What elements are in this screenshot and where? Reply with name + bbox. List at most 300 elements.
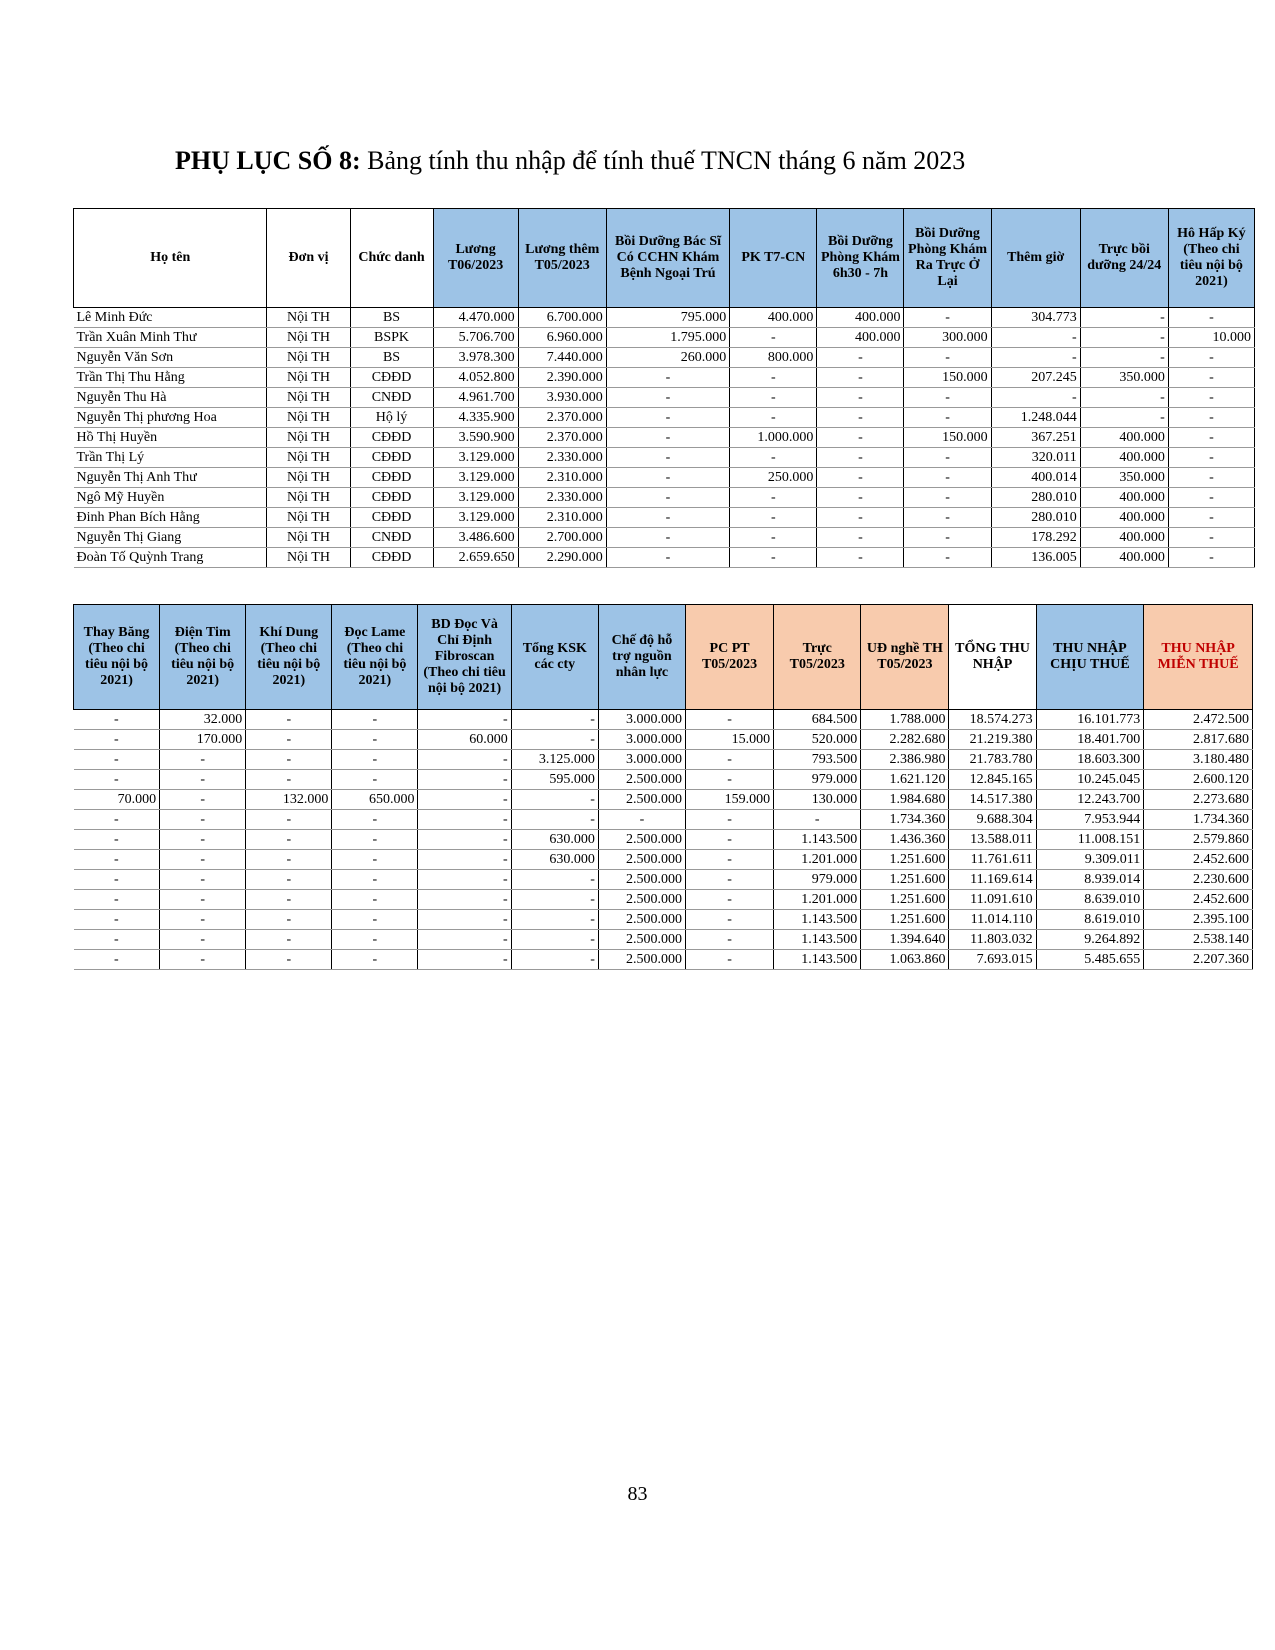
table-cell: Nội TH [267, 328, 350, 348]
header-them-gio: Thêm giờ [991, 209, 1080, 308]
table-cell: 400.000 [817, 308, 904, 328]
table-cell: - [332, 890, 418, 910]
table-cell: - [606, 488, 730, 508]
table-cell: Nội TH [267, 368, 350, 388]
table-cell: 800.000 [730, 348, 817, 368]
table-cell: 9.309.011 [1036, 850, 1144, 870]
table-cell: - [730, 528, 817, 548]
table-cell: Nội TH [267, 468, 350, 488]
table-cell: - [418, 850, 511, 870]
table-cell: 2.310.000 [518, 508, 606, 528]
table-cell: 2.500.000 [598, 830, 685, 850]
table-row [74, 508, 1255, 528]
table-cell: 2.579.860 [1144, 830, 1253, 850]
table-cell: - [74, 870, 160, 890]
table-cell: - [606, 508, 730, 528]
table-cell: 684.500 [774, 710, 861, 730]
table-cell: - [160, 890, 246, 910]
table-cell: - [160, 790, 246, 810]
table-cell: - [817, 368, 904, 388]
table-cell: - [74, 750, 160, 770]
table-cell: - [160, 850, 246, 870]
table-cell: 10.245.045 [1036, 770, 1144, 790]
table-cell: - [332, 830, 418, 850]
table-row [74, 308, 1255, 328]
table-cell: Đinh Phan Bích Hằng [74, 508, 267, 528]
table-cell: - [1168, 448, 1254, 468]
table-cell: Lê Minh Đức [74, 308, 267, 328]
table-cell: 3.590.900 [433, 428, 518, 448]
table-cell: - [991, 388, 1080, 408]
table-cell: 6.960.000 [518, 328, 606, 348]
table-cell: - [774, 810, 861, 830]
table-cell: - [817, 348, 904, 368]
table-cell: Nội TH [267, 528, 350, 548]
table-cell: Nguyễn Thị Anh Thư [74, 468, 267, 488]
header-dien-tim: Điện Tim (Theo chi tiêu nội bộ 2021) [160, 605, 246, 710]
table-row [74, 790, 1253, 810]
table-row [74, 488, 1255, 508]
header-thu-nhap-mien-thue: THU NHẬP MIỄN THUẾ [1144, 605, 1253, 710]
table-cell: 9.688.304 [949, 810, 1036, 830]
table-cell: 207.245 [991, 368, 1080, 388]
table-row [74, 408, 1255, 428]
table-cell: - [511, 910, 598, 930]
table2-body [74, 710, 1253, 970]
table-cell: 595.000 [511, 770, 598, 790]
table-cell: - [246, 730, 332, 750]
table-cell: - [160, 830, 246, 850]
table-cell: 60.000 [418, 730, 511, 750]
table-cell: 12.243.700 [1036, 790, 1144, 810]
table-cell: 11.091.610 [949, 890, 1036, 910]
table-cell: 1.436.360 [861, 830, 949, 850]
table-cell: - [606, 468, 730, 488]
table-cell: - [418, 810, 511, 830]
table-cell: 4.961.700 [433, 388, 518, 408]
table-row [74, 710, 1253, 730]
table-cell: - [904, 408, 991, 428]
table-cell: 1.251.600 [861, 910, 949, 930]
table-cell: 260.000 [606, 348, 730, 368]
table-cell: Nội TH [267, 388, 350, 408]
table-cell: CĐĐD [350, 508, 433, 528]
header-truc-boi-duong: Trực bồi dưỡng 24/24 [1080, 209, 1168, 308]
table-cell: - [332, 710, 418, 730]
header-don-vi: Đơn vị [267, 209, 350, 308]
table-cell: 11.761.611 [949, 850, 1036, 870]
table-cell: 350.000 [1080, 368, 1168, 388]
table-cell: - [332, 770, 418, 790]
table-cell: - [686, 890, 774, 910]
table-cell: 150.000 [904, 428, 991, 448]
table-cell: 400.000 [1080, 488, 1168, 508]
table-row [74, 730, 1253, 750]
table-cell: 400.000 [817, 328, 904, 348]
table-cell: - [1080, 388, 1168, 408]
table-cell: 2.330.000 [518, 448, 606, 468]
table-cell: 18.574.273 [949, 710, 1036, 730]
table-cell: BSPK [350, 328, 433, 348]
table-cell: - [904, 348, 991, 368]
table-cell: - [1168, 308, 1254, 328]
table-cell: - [332, 950, 418, 970]
table-cell: 2.282.680 [861, 730, 949, 750]
table-cell: 10.000 [1168, 328, 1254, 348]
table-cell: 3.180.480 [1144, 750, 1253, 770]
table-cell: 979.000 [774, 870, 861, 890]
table-cell: - [511, 710, 598, 730]
table-cell: 2.330.000 [518, 488, 606, 508]
table-cell: - [1168, 548, 1254, 568]
table-cell: BS [350, 348, 433, 368]
title-bold: PHỤ LỤC SỐ 8: [175, 146, 361, 175]
table-cell: - [74, 930, 160, 950]
table-row [74, 548, 1255, 568]
table-cell: - [160, 910, 246, 930]
header-tong-thu-nhap: TỔNG THU NHẬP [949, 605, 1036, 710]
table-cell: - [817, 428, 904, 448]
header-boi-duong-phong-kham: Bồi Dưỡng Phòng Khám 6h30 - 7h [817, 209, 904, 308]
header-ho-ten: Họ tên [74, 209, 267, 308]
header-che-do-ho-tro: Chế độ hỗ trợ nguồn nhân lực [598, 605, 685, 710]
table-cell: - [332, 930, 418, 950]
table-cell: - [686, 770, 774, 790]
table-cell: Trần Xuân Minh Thư [74, 328, 267, 348]
table-cell: 350.000 [1080, 468, 1168, 488]
table-cell: 400.014 [991, 468, 1080, 488]
header-luong: Lương T06/2023 [433, 209, 518, 308]
table-cell: - [418, 830, 511, 850]
income-table-part1 [73, 208, 1255, 568]
table-cell: - [332, 870, 418, 890]
table-cell: Nguyễn Thị Giang [74, 528, 267, 548]
table-cell: - [1168, 508, 1254, 528]
table-cell: - [511, 890, 598, 910]
table-row [74, 468, 1255, 488]
table-cell: 8.939.014 [1036, 870, 1144, 890]
table-cell: Ngô Mỹ Huyền [74, 488, 267, 508]
table-cell: - [686, 950, 774, 970]
table-cell: - [686, 810, 774, 830]
table-cell: 2.452.600 [1144, 890, 1253, 910]
table-cell: 1.251.600 [861, 850, 949, 870]
table-cell: 2.500.000 [598, 850, 685, 870]
table-cell: - [74, 710, 160, 730]
table-cell: CĐĐD [350, 468, 433, 488]
table-cell: 2.395.100 [1144, 910, 1253, 930]
table-cell: - [511, 950, 598, 970]
table-cell: Đoàn Tố Quỳnh Trang [74, 548, 267, 568]
table-cell: BS [350, 308, 433, 328]
table-cell: - [1168, 368, 1254, 388]
table-cell: 1.251.600 [861, 890, 949, 910]
table-cell: - [246, 810, 332, 830]
header-thu-nhap-chiu-thue: THU NHẬP CHỊU THUẾ [1036, 605, 1144, 710]
table-cell: 2.817.680 [1144, 730, 1253, 750]
table-cell: Nội TH [267, 308, 350, 328]
table-cell: - [606, 388, 730, 408]
header-khi-dung: Khí Dung (Theo chi tiêu nội bộ 2021) [246, 605, 332, 710]
page-number: 83 [627, 1483, 648, 1505]
table-cell: - [606, 528, 730, 548]
table-cell: - [160, 750, 246, 770]
table-cell: 2.273.680 [1144, 790, 1253, 810]
table-cell: - [74, 770, 160, 790]
table-cell: 1.788.000 [861, 710, 949, 730]
table-cell: - [730, 488, 817, 508]
table-cell: 2.538.140 [1144, 930, 1253, 950]
table-cell: CĐĐD [350, 428, 433, 448]
table-cell: - [730, 508, 817, 528]
table-cell: 1.621.120 [861, 770, 949, 790]
table-cell: 1.143.500 [774, 950, 861, 970]
table-cell: 2.310.000 [518, 468, 606, 488]
table-cell: 16.101.773 [1036, 710, 1144, 730]
table-cell: 1.734.360 [861, 810, 949, 830]
table-cell: 136.005 [991, 548, 1080, 568]
table-cell: - [1168, 348, 1254, 368]
table-row [74, 368, 1255, 388]
table-cell: - [904, 388, 991, 408]
table-cell: 21.219.380 [949, 730, 1036, 750]
table-cell: 3.000.000 [598, 730, 685, 750]
table-cell: 3.129.000 [433, 488, 518, 508]
table-cell: 11.014.110 [949, 910, 1036, 930]
table-cell: - [686, 750, 774, 770]
table-cell: 7.693.015 [949, 950, 1036, 970]
table-cell: 2.500.000 [598, 910, 685, 930]
table-cell: Nội TH [267, 428, 350, 448]
table-cell: - [817, 528, 904, 548]
header-ud-nghe: UĐ nghề TH T05/2023 [861, 605, 949, 710]
table-cell: 2.700.000 [518, 528, 606, 548]
table-row [74, 428, 1255, 448]
table-cell: - [730, 448, 817, 468]
table-cell: - [418, 870, 511, 890]
table-cell: - [817, 408, 904, 428]
table-cell: 2.370.000 [518, 408, 606, 428]
table-cell: Hộ lý [350, 408, 433, 428]
table-cell: Nội TH [267, 408, 350, 428]
table-cell: - [1080, 408, 1168, 428]
header-truc: Trực T05/2023 [774, 605, 861, 710]
table-cell: 320.011 [991, 448, 1080, 468]
table-cell: - [418, 750, 511, 770]
table-cell: 1.251.600 [861, 870, 949, 890]
table-cell: Trần Thị Lý [74, 448, 267, 468]
table-cell: Nội TH [267, 488, 350, 508]
table-cell: - [74, 850, 160, 870]
table-cell: 3.486.600 [433, 528, 518, 548]
table-cell: CNĐD [350, 388, 433, 408]
table-cell: - [1080, 308, 1168, 328]
table-cell: 400.000 [1080, 428, 1168, 448]
header-boi-duong-truc-o-lai: Bồi Dưỡng Phòng Khám Ra Trực Ở Lại [904, 209, 991, 308]
table-cell: 280.010 [991, 488, 1080, 508]
table-cell: 2.370.000 [518, 428, 606, 448]
table-cell: - [74, 730, 160, 750]
table-cell: 1.984.680 [861, 790, 949, 810]
table-cell: 2.500.000 [598, 870, 685, 890]
table-cell: - [606, 368, 730, 388]
table-cell: - [332, 730, 418, 750]
table-cell: 400.000 [1080, 508, 1168, 528]
title-rest: Bảng tính thu nhập để tính thuế TNCN tháng 6 năm 2023 [360, 146, 966, 175]
table-cell: - [332, 850, 418, 870]
table-cell: 130.000 [774, 790, 861, 810]
table-cell: - [730, 368, 817, 388]
table-cell: - [246, 910, 332, 930]
table-cell: - [418, 710, 511, 730]
table-cell: - [904, 488, 991, 508]
table-cell: 5.485.655 [1036, 950, 1144, 970]
table-cell: 520.000 [774, 730, 861, 750]
table-row [74, 750, 1253, 770]
table-cell: 1.000.000 [730, 428, 817, 448]
table-cell: 70.000 [74, 790, 160, 810]
table-row [74, 770, 1253, 790]
table-cell: 2.390.000 [518, 368, 606, 388]
table-cell: - [904, 308, 991, 328]
table-cell: - [1168, 468, 1254, 488]
table-cell: - [730, 408, 817, 428]
table-cell: Nội TH [267, 508, 350, 528]
table-cell: - [418, 890, 511, 910]
table-cell: 630.000 [511, 850, 598, 870]
table-cell: - [817, 488, 904, 508]
table-cell: - [686, 830, 774, 850]
table-cell: 4.470.000 [433, 308, 518, 328]
table-cell: 6.700.000 [518, 308, 606, 328]
table-row [74, 388, 1255, 408]
table2-header-row [74, 605, 1253, 710]
table-cell: 13.588.011 [949, 830, 1036, 850]
table-cell: 400.000 [1080, 448, 1168, 468]
table-cell: 2.659.650 [433, 548, 518, 568]
table-cell: 4.052.800 [433, 368, 518, 388]
table-cell: 2.386.980 [861, 750, 949, 770]
table-cell: 3.000.000 [598, 750, 685, 770]
table-row [74, 850, 1253, 870]
table-cell: 2.500.000 [598, 770, 685, 790]
table-cell: - [246, 950, 332, 970]
header-boi-duong-bac-si: Bồi Dưỡng Bác Sĩ Có CCHN Khám Bệnh Ngoại Trú [606, 209, 730, 308]
table-cell: - [246, 890, 332, 910]
table-cell: 793.500 [774, 750, 861, 770]
table-cell: 8.639.010 [1036, 890, 1144, 910]
table-cell: - [1168, 388, 1254, 408]
table-row [74, 528, 1255, 548]
header-chuc-danh: Chức danh [350, 209, 433, 308]
table-cell: 14.517.380 [949, 790, 1036, 810]
table-cell: 1.248.044 [991, 408, 1080, 428]
table-cell: CĐĐD [350, 548, 433, 568]
table-cell: - [606, 408, 730, 428]
table-cell: 3.000.000 [598, 710, 685, 730]
header-pc-pt: PC PT T05/2023 [686, 605, 774, 710]
table-cell: - [1168, 528, 1254, 548]
table-cell: 21.783.780 [949, 750, 1036, 770]
table-cell: 2.500.000 [598, 950, 685, 970]
table-cell: - [160, 950, 246, 970]
header-luong-them: Lương thêm T05/2023 [518, 209, 606, 308]
table-cell: 2.230.600 [1144, 870, 1253, 890]
table-cell: 1.143.500 [774, 830, 861, 850]
table-cell: - [160, 930, 246, 950]
table-cell: 4.335.900 [433, 408, 518, 428]
table-cell: 400.000 [1080, 528, 1168, 548]
table-cell: 1.795.000 [606, 328, 730, 348]
table-cell: 400.000 [1080, 548, 1168, 568]
table-cell: 3.978.300 [433, 348, 518, 368]
table-cell: - [511, 730, 598, 750]
table-cell: 300.000 [904, 328, 991, 348]
table-cell: Nguyễn Văn Sơn [74, 348, 267, 368]
table-cell: - [160, 770, 246, 790]
table-cell: - [511, 870, 598, 890]
table-cell: - [1168, 488, 1254, 508]
table-cell: CĐĐD [350, 448, 433, 468]
table-cell: 250.000 [730, 468, 817, 488]
table-row [74, 830, 1253, 850]
table-cell: - [511, 790, 598, 810]
table-cell: - [606, 448, 730, 468]
table-cell: - [991, 328, 1080, 348]
table-cell: 1.201.000 [774, 850, 861, 870]
table-cell: - [418, 790, 511, 810]
table-cell: - [904, 508, 991, 528]
table-cell: - [817, 388, 904, 408]
table-cell: CNĐD [350, 528, 433, 548]
table-cell: 18.603.300 [1036, 750, 1144, 770]
table-cell: - [246, 830, 332, 850]
table-cell: 11.008.151 [1036, 830, 1144, 850]
table-row [74, 810, 1253, 830]
table-cell: - [606, 548, 730, 568]
table-cell: - [332, 750, 418, 770]
table-cell: 2.500.000 [598, 790, 685, 810]
table-cell: 132.000 [246, 790, 332, 810]
table-cell: - [1080, 328, 1168, 348]
table-cell: 3.129.000 [433, 468, 518, 488]
table-cell: 159.000 [686, 790, 774, 810]
table-cell: - [817, 508, 904, 528]
table-cell: 1.734.360 [1144, 810, 1253, 830]
table1-header-row [74, 209, 1255, 308]
table-cell: - [246, 930, 332, 950]
table-cell: 7.953.944 [1036, 810, 1144, 830]
table-cell: - [511, 810, 598, 830]
table-cell: - [74, 950, 160, 970]
table-cell: 1.143.500 [774, 910, 861, 930]
table-cell: 2.207.360 [1144, 950, 1253, 970]
table-cell: - [246, 710, 332, 730]
table-cell: 1.201.000 [774, 890, 861, 910]
table-cell: - [904, 548, 991, 568]
table-cell: 7.440.000 [518, 348, 606, 368]
table-cell: - [686, 710, 774, 730]
table-cell: 32.000 [160, 710, 246, 730]
table-cell: 1.394.640 [861, 930, 949, 950]
table-cell: - [991, 348, 1080, 368]
table-cell: - [817, 548, 904, 568]
table-cell: 8.619.010 [1036, 910, 1144, 930]
table-cell: - [1080, 348, 1168, 368]
table-cell: 1.143.500 [774, 930, 861, 950]
table-cell: 2.452.600 [1144, 850, 1253, 870]
table-cell: - [1168, 408, 1254, 428]
